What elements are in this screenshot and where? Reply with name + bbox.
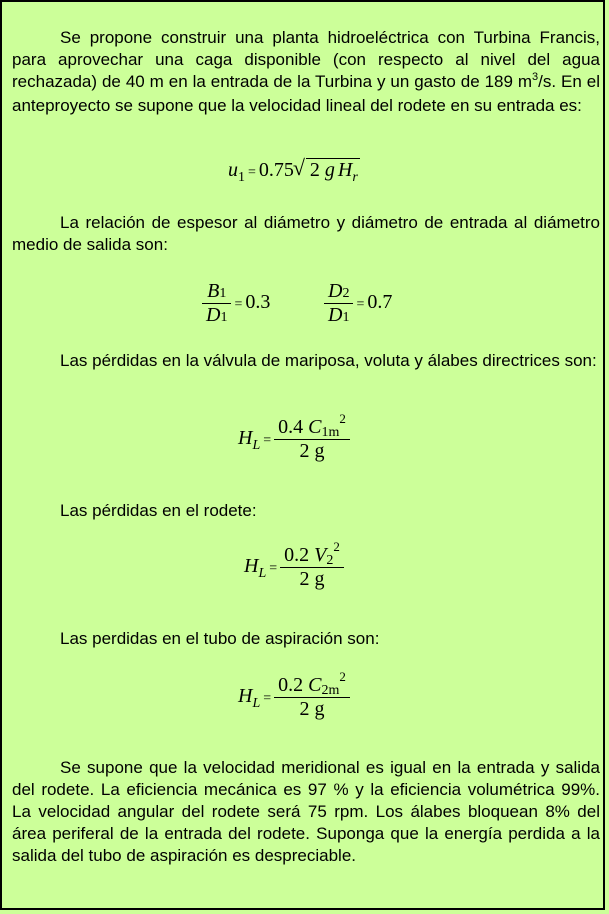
eq5-lhs-sub: L [252, 696, 261, 712]
equation-b1-d1 [202, 280, 270, 327]
eq5-coef: 0.2 [278, 674, 304, 696]
eq3-var-sup: 2 [339, 411, 346, 426]
paragraph-draft-tube-losses [12, 628, 600, 650]
eq2b-num: D [328, 280, 343, 302]
sqrt-icon: √ [292, 155, 305, 180]
eq4-var: V [314, 544, 327, 566]
eq2b-num-sub: 2 [342, 286, 350, 301]
eq2b-den-sub: 1 [342, 310, 350, 325]
eq4-den: 2 g [280, 567, 344, 591]
eq1-lhs: u [228, 159, 238, 181]
eq1-rad-g: g [324, 159, 335, 181]
eq4-fraction [280, 539, 344, 591]
eq2a-value: 0.3 [245, 291, 271, 314]
paragraph-assumptions [12, 757, 600, 867]
eq3-lhs: H [238, 427, 253, 450]
paragraph-valve-losses [12, 350, 600, 372]
eq3-fraction [274, 411, 350, 463]
paragraph-runner-losses [12, 500, 600, 522]
eq2a-fraction [202, 280, 231, 327]
eq2a-num: B [207, 280, 220, 302]
eq4-equals: = [269, 561, 278, 577]
runner-losses-text: Las pérdidas en el rodete: [60, 501, 257, 520]
valve-losses-text: Las pérdidas en la válvula de mariposa, voluta y álabes directrices son: [60, 351, 597, 370]
eq5-var-sub: 2m [321, 683, 340, 698]
eq3-equals: = [263, 433, 272, 449]
eq5-equals: = [263, 691, 272, 707]
assumptions-text: Se supone que la velocidad meridional es igual en la entrada y salida del rodete. La eficiencia mecánica es 97 % y la eficiencia volumétrica 99%. La velocidad angular del rodete será 75 rpm. Los álabes bloquean 8% del área periferal de la entrada del rodete. Suponga que la energía perdida a la salida del tubo de aspiración es despreciable. [12, 758, 600, 865]
paragraph-intro [12, 27, 600, 117]
eq1-radical [292, 155, 360, 185]
eq2b-equals: = [356, 297, 365, 313]
eq3-lhs-sub: L [252, 438, 261, 454]
eq4-var-sup: 2 [333, 539, 340, 554]
equation-u1 [228, 155, 360, 185]
eq1-rad-sub: r [352, 170, 358, 185]
eq5-var: C [308, 674, 322, 696]
eq1-lhs-sub: 1 [238, 170, 245, 185]
eq3-var: C [308, 416, 322, 438]
equation-hl-runner [244, 539, 344, 591]
eq2a-equals: = [234, 297, 243, 313]
eq2a-num-sub: 1 [219, 286, 227, 301]
eq2a-den-sub: 1 [220, 310, 228, 325]
eq4-lhs-sub: L [258, 566, 267, 582]
eq1-equals: = [248, 165, 256, 180]
eq2b-fraction [324, 280, 353, 327]
eq1-rad-a: 2 [309, 159, 320, 181]
eq4-var-sub: 2 [326, 553, 334, 568]
eq2a-den: D [206, 304, 221, 326]
eq5-var-sup: 2 [339, 669, 346, 684]
eq5-fraction [274, 669, 350, 721]
intro-text-b: /s. En el anteproyecto se supone que la velocidad lineal del rodete en su entrada es: [12, 72, 601, 115]
eq1-coef: 0.75 [258, 159, 294, 181]
eq4-coef: 0.2 [284, 544, 310, 566]
paragraph-ratios [12, 212, 600, 256]
cubic-superscript: 3 [532, 71, 539, 83]
eq5-den: 2 g [274, 697, 350, 721]
equation-hl-distributor [238, 411, 350, 463]
eq5-lhs: H [238, 685, 253, 708]
intro-text-a: Se propone construir una planta hidroeléctrica con Turbina Francis, para aprovechar una caga disponible (con respecto al nivel del agua rechazada) de 40 m en la entrada de la Turbina y un gasto de 189 m [12, 28, 600, 91]
eq2b-den: D [328, 304, 343, 326]
eq3-coef: 0.4 [278, 416, 304, 438]
eq3-var-sub: 1m [321, 425, 340, 440]
eq1-rad-H: H [337, 159, 353, 181]
eq3-den: 2 g [274, 439, 350, 463]
eq4-lhs: H [244, 555, 259, 578]
ratios-text: La relación de espesor al diámetro y diámetro de entrada al diámetro medio de salida son: [12, 213, 600, 254]
equation-d2-d1 [324, 280, 392, 327]
eq2b-value: 0.7 [367, 291, 393, 314]
draft-tube-text: Las perdidas en el tubo de aspiración son: [60, 629, 380, 648]
equation-hl-draft-tube [238, 669, 350, 721]
